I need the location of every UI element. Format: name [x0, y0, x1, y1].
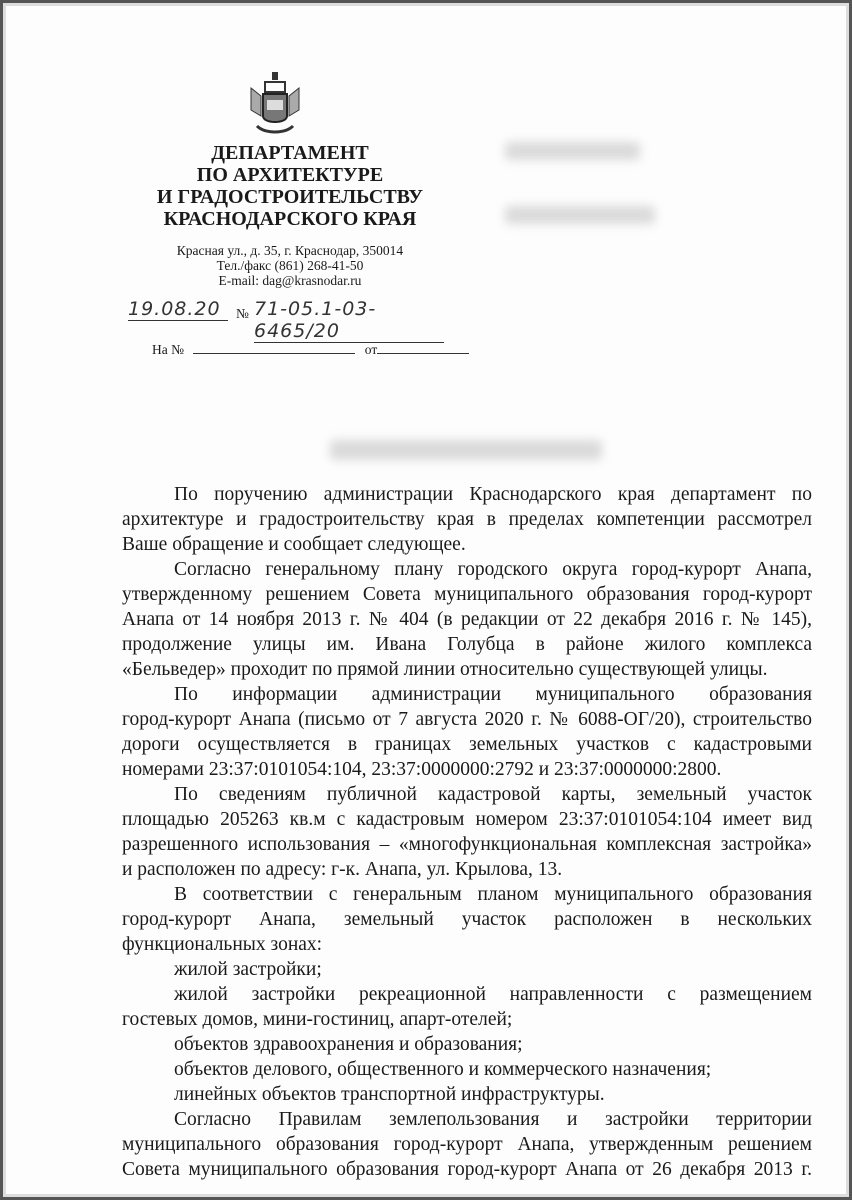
redacted-addressee-email	[505, 206, 655, 224]
line-text: В соответствии с генеральным планом муниципального образования	[174, 884, 812, 905]
paragraph-line	[122, 507, 812, 532]
line-text: Согласно генеральному плану городского округа город-курорт Анапа,	[174, 559, 812, 580]
line-text: город-курорт Анапа, земельный участок расположен в нескольких	[122, 909, 812, 930]
line-text: и расположен по адресу: г-к. Анапа, ул. Крылова, 13.	[122, 859, 563, 880]
phone: Тел./факс (861) 268-41-50	[216, 258, 364, 273]
letter-body	[122, 482, 812, 1182]
paragraph-line	[122, 1057, 812, 1082]
line-text: продолжение улицы им. Ивана Голубца в районе жилого комплекса	[122, 634, 812, 655]
paragraph-line	[122, 832, 812, 857]
paragraph-line	[122, 707, 812, 732]
line-text: разрешенного использования – «многофункциональная комплексная застройка»	[122, 834, 812, 855]
line-text: жилой застройки;	[174, 959, 322, 980]
paragraph-line	[122, 557, 812, 582]
paragraph-line	[122, 1132, 812, 1157]
paragraph-line	[122, 582, 812, 607]
line-text: линейных объектов транспортной инфраструктуры.	[174, 1084, 605, 1105]
line-text: Анапа от 14 ноября 2013 г. № 404 (в редакции от 22 декабря 2016 г. № 145),	[122, 609, 812, 630]
line-text: площадью 205263 кв.м с кадастровым номером 23:37:0101054:104 имеет вид	[122, 809, 812, 830]
address: Красная ул., д. 35, г. Краснодар, 350014	[176, 243, 404, 258]
line-text: Совета муниципального образования город-курорт Анапа от 26 декабря 2013 г.	[122, 1159, 812, 1180]
paragraph-line	[122, 532, 812, 557]
line-text: жилой застройки рекреационной направленности с размещением	[174, 984, 812, 1005]
registration-date: 19.08.20	[128, 298, 228, 321]
reply-to-label: На №	[152, 342, 184, 357]
reply-date-blank	[377, 341, 469, 354]
email: E-mail: dag@krasnodar.ru	[218, 273, 362, 288]
line-text: Ваше обращение и сообщает следующее.	[122, 534, 466, 555]
paragraph-line	[122, 882, 812, 907]
paragraph-line	[122, 607, 812, 632]
redacted-addressee-name	[505, 142, 640, 160]
department-line: ДЕПАРТАМЕНТ	[211, 142, 369, 164]
paragraph-line	[122, 657, 812, 682]
line-text: «Бельведер» проходит по прямой линии относительно существующей улицы.	[122, 659, 768, 680]
line-text: объектов делового, общественного и коммерческого назначения;	[174, 1059, 712, 1080]
paragraph-line	[122, 807, 812, 832]
department-name	[120, 142, 460, 230]
line-text: По поручению администрации Краснодарского края департамент по	[174, 484, 812, 505]
paragraph-line	[122, 632, 812, 657]
reply-from-label: от	[364, 342, 378, 357]
line-text: По сведениям публичной кадастровой карты, земельный участок	[174, 784, 812, 805]
paragraph-line	[122, 1082, 812, 1107]
paragraph-line	[122, 682, 812, 707]
paragraph-line	[122, 907, 812, 932]
paragraph-line	[122, 732, 812, 757]
department-line: И ГРАДОСТРОИТЕЛЬСТВУ	[156, 186, 424, 208]
paragraph-line	[122, 1157, 812, 1182]
paragraph-line	[122, 757, 812, 782]
coat-of-arms-emblem	[247, 70, 303, 138]
department-line: ПО АРХИТЕКТУРЕ	[196, 164, 384, 186]
line-text: утвержденному решением Совета муниципального образования город-курорт	[122, 584, 812, 605]
reply-reference	[152, 341, 469, 358]
paragraph-line	[122, 1107, 812, 1132]
line-text: гостевых домов, мини-гостиниц, апарт-отелей;	[122, 1009, 513, 1030]
redacted-salutation	[330, 440, 602, 460]
paragraph-line	[122, 982, 812, 1007]
line-text: архитектуре и градостроительству края в пределах компетенции рассмотрел	[122, 509, 812, 530]
paragraph-line	[122, 1032, 812, 1057]
department-line: КРАСНОДАРСКОГО КРАЯ	[163, 208, 417, 230]
line-text: функциональных зонах:	[122, 934, 323, 955]
line-text: Согласно Правилам землепользования и застройки территории	[174, 1109, 812, 1130]
line-text: По информации администрации муниципального образования	[174, 684, 812, 705]
paragraph-line	[122, 957, 812, 982]
paragraph-line	[122, 782, 812, 807]
paragraph-line	[122, 857, 812, 882]
paragraph-line	[122, 1007, 812, 1032]
line-text: дороги осуществляется в границах земельных участков с кадастровыми	[122, 734, 812, 755]
line-text: город-курорт Анапа (письмо от 7 августа 2020 г. № 6088-ОГ/20), строительство	[122, 709, 812, 730]
registration-number: 71-05.1-03-6465/20	[254, 298, 444, 343]
line-text: номерами 23:37:0101054:104, 23:37:0000000:2792 и 23:37:0000000:2800.	[122, 759, 722, 780]
department-contacts	[120, 243, 460, 288]
paragraph-line	[122, 932, 812, 957]
line-text: муниципального образования город-курорт Анапа, утвержденным решением	[122, 1134, 812, 1155]
number-label: №	[236, 306, 249, 321]
reply-number-blank	[193, 341, 355, 354]
paragraph-line	[122, 482, 812, 507]
line-text: объектов здравоохранения и образования;	[174, 1034, 523, 1055]
